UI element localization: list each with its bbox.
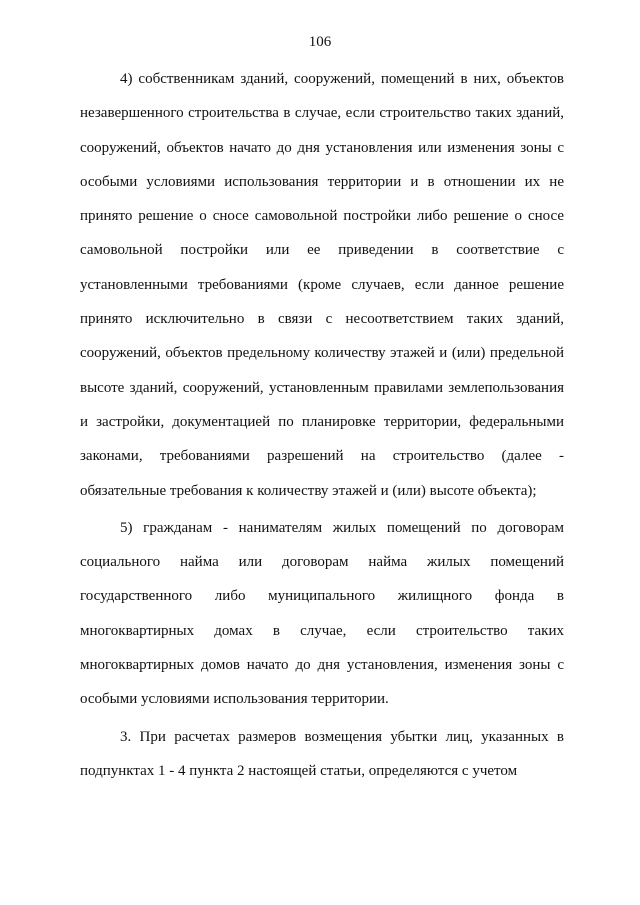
paragraph-point-3: 3. При расчетах размеров возмещения убытки лиц, указанных в подпунктах 1 - 4 пункта 2 настоящей статьи, определяются с учетом bbox=[80, 728, 564, 779]
page-number: 106 bbox=[308, 34, 332, 50]
document-body bbox=[80, 62, 564, 791]
paragraph-item-4: 4) собственникам зданий, сооружений, помещений в них, объектов незавершенного строительства в случае, если строительство таких зданий, сооружений, объектов начато до дня установления или изменения зоны с особыми условиями использования территории и в отношении их не принято решение о сносе самовольной постройки либо решение о сносе самовольной постройки или ее приведении в соответствие с установленными требованиями (кроме случаев, если данное решение принято исключительно в связи с несоответствием таких зданий, сооружений, объектов предельному количеству этажей и (или) предельной высоте зданий, сооружений, установленным правилами землепользования и застройки, документацией по планировке территории, федеральными законами, требованиями разрешений на строительство (далее - обязательные требования к количеству этажей и (или) высоте объекта); bbox=[80, 71, 564, 499]
paragraph-item-5: 5) гражданам - нанимателям жилых помещений по договорам социального найма или договорам найма жилых помещений государственного либо муниципального жилищного фонда в многоквартирных домах в случае, если строительство таких многоквартирных домов начато до дня установления, изменения зоны с особыми условиями использования территории. bbox=[80, 519, 564, 708]
